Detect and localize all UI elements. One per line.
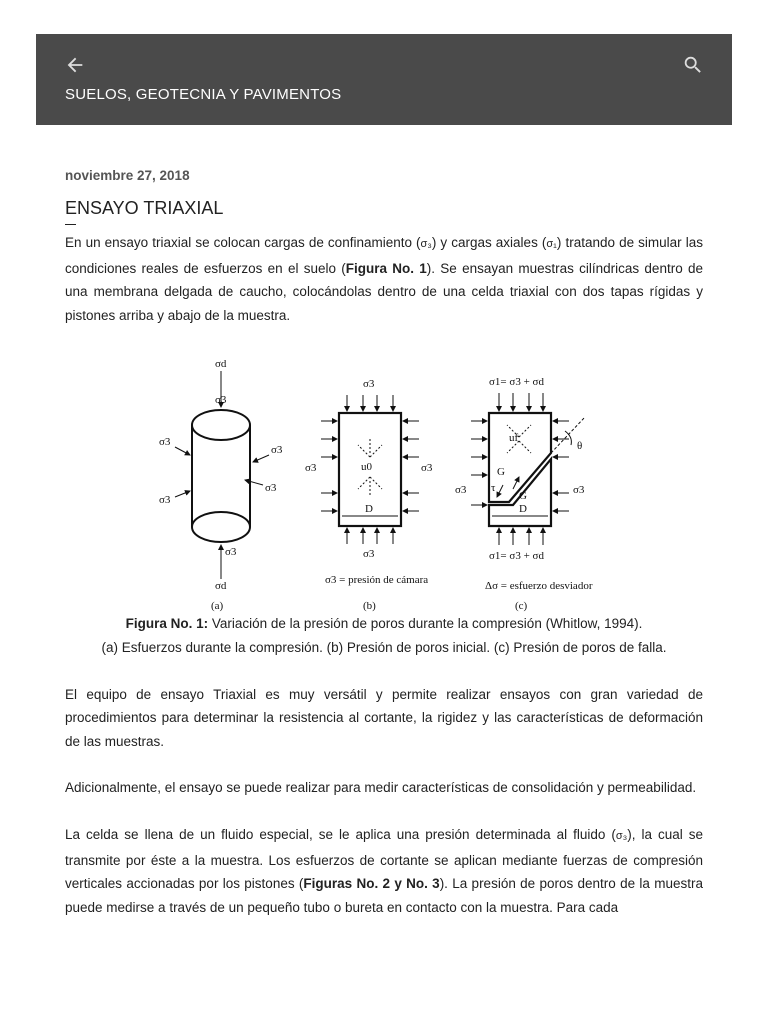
sigma1-symbol: σ₁ <box>546 238 557 250</box>
search-icon <box>682 54 704 76</box>
search-button[interactable] <box>682 54 704 76</box>
fig-c-stress2: G <box>519 490 527 503</box>
fig-c-angle: θ <box>577 440 583 453</box>
p4-text-b: ), la cual se transmite por éste a la muestra. Los esfuerzos de cortante se aplican mediante fuerzas de compresión verticales accionadas por los pistones ( <box>65 826 703 892</box>
fig-a-bottom-conf: σ3 <box>225 546 237 559</box>
fig-a-right2: σ3 <box>265 482 277 495</box>
p1-text-c: ) tratando de simular las condiciones reales de esfuerzos en el suelo ( <box>65 235 703 276</box>
arrow-left-icon <box>64 54 86 76</box>
fig-b-left: σ3 <box>305 462 317 475</box>
paragraph-4 <box>65 823 703 919</box>
fig-c-right: σ3 <box>573 484 585 497</box>
fig-b-dim: D <box>365 503 373 516</box>
fig-a-top-load: σd <box>215 358 227 371</box>
p1-text-b: ) y cargas axiales ( <box>431 235 547 250</box>
fig-c-label: (c) <box>515 600 528 613</box>
blog-title-link[interactable]: SUELOS, GEOTECNIA Y PAVIMENTOS <box>65 86 342 103</box>
back-button[interactable] <box>64 54 86 76</box>
fig-a-top-conf: σ3 <box>215 394 227 407</box>
cylinder-sample <box>192 410 250 542</box>
fig-b-center: u0 <box>361 461 372 474</box>
title-divider <box>65 224 76 225</box>
paragraph-1 <box>65 231 703 327</box>
figure-caption-line2: (a) Esfuerzos durante la compresión. (b) Presión de poros inicial. (c) Presión de poros de falla. <box>101 639 667 655</box>
fig-b-note: σ3 = presión de cámara <box>325 574 429 587</box>
post-date: noviembre 27, 2018 <box>65 168 190 183</box>
fig-a-bottom-load: σd <box>215 580 227 593</box>
fig-c-center: uf <box>509 432 519 445</box>
p4-text-c: ). La presión de poros dentro de la muestra puede medirse a través de un pequeño tubo o bureta en contacto con la muestra. Para cada <box>65 876 704 915</box>
fig-b-top: σ3 <box>363 378 375 391</box>
fig-c-top: σ1= σ3 + σd <box>489 376 544 389</box>
paragraph-3: Adicionalmente, el ensayo se puede realizar para medir características de consolidación y permeabilidad. <box>65 780 697 796</box>
figure-caption-line1 <box>65 612 703 636</box>
p1-text-d: ). Se ensayan muestras cilíndricas dentro de una membrana delgada de caucho, colocándolas dentro de una celda triaxial con dos tapas rígidas y pistones arriba y abajo de la muestra. <box>65 260 703 323</box>
fig-c-note: Δσ = esfuerzo desviador <box>485 580 593 593</box>
fig-c-tau: τ <box>491 482 496 495</box>
sigma3-symbol-2: σ₃ <box>615 829 628 842</box>
fig-a-label: (a) <box>211 600 224 613</box>
blog-post <box>65 166 703 919</box>
p1-text-a: En un ensayo triaxial se colocan cargas de confinamiento ( <box>65 235 421 250</box>
sigma3-symbol: σ₃ <box>420 238 432 250</box>
fig-a-left2: σ3 <box>159 494 171 507</box>
fig-c-left: σ3 <box>455 484 467 497</box>
figures-2-3-ref: Figuras No. 2 y No. 3 <box>303 876 440 892</box>
fig-b-label: (b) <box>363 600 376 613</box>
fig-a-left1: σ3 <box>159 436 171 449</box>
caption-bold: Figura No. 1: <box>125 616 209 632</box>
fig-c-bottom: σ1= σ3 + σd <box>489 550 544 563</box>
triaxial-diagram <box>153 357 613 612</box>
fig-b-bottom: σ3 <box>363 548 375 561</box>
caption-text-1: Variación de la presión de poros durante la compresión (Whitlow, 1994). <box>208 616 643 632</box>
post-title: ENSAYO TRIAXIAL <box>65 198 224 218</box>
figure-1 <box>65 357 703 612</box>
fig-b-right: σ3 <box>421 462 433 475</box>
p4-text-a: La celda se llena de un fluido especial, se le aplica una presión determinada al fluido ( <box>65 826 616 842</box>
fig-a-right1: σ3 <box>271 444 283 457</box>
figure-1-ref: Figura No. 1 <box>345 260 427 276</box>
fig-c-dim: D <box>519 503 527 516</box>
app-header <box>36 34 732 125</box>
failure-sample-top <box>489 413 551 502</box>
fig-c-stress1: G <box>497 466 505 479</box>
paragraph-2: El equipo de ensayo Triaxial es muy versátil y permite realizar ensayos con gran variedad de procedimientos para determinar la resistencia al cortante, la rigidez y las características de deformación de las muestras. <box>65 686 703 749</box>
